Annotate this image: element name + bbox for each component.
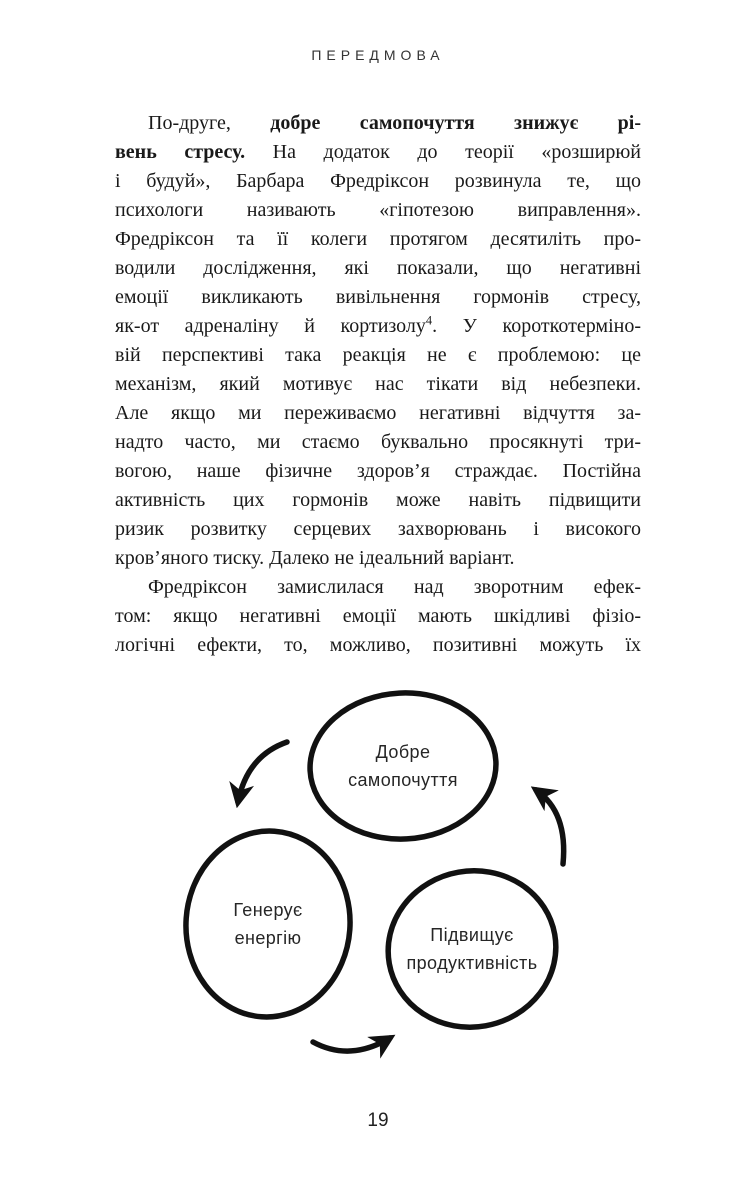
text-line: логічні ефекти, то, можливо, позитивні можуть їх (115, 634, 641, 656)
cycle-diagram (150, 664, 610, 1084)
text-line: Фредріксон замислилася над зворотним ефек- (148, 576, 641, 598)
node-label-productivity: Підвищує продуктивність (406, 925, 538, 973)
paragraph (115, 109, 641, 573)
text-line: механізм, який мотивує нас тікати від небезпеки. (115, 373, 641, 395)
text-line: водили дослідження, які показали, що негативні (115, 257, 641, 279)
text-line: як-от адреналіну й кортизолу$^4$. У короткотерміно- (115, 313, 642, 337)
text-line: кров’яного тиску. Далеко не ідеальний варіант. (115, 547, 515, 569)
text-line: активність цих гормонів може навіть підвищити (115, 489, 641, 511)
page-title: ПЕРЕДМОВА (311, 47, 445, 63)
paragraph (115, 573, 641, 660)
text-line: вень стресу. На додаток до теорії «розширюй (115, 141, 642, 163)
arrow-energy-to-productivity-icon (313, 1038, 390, 1051)
node-label-energy: Генерує енергію (233, 900, 303, 948)
page-number: 19 (367, 1110, 389, 1131)
body-text (115, 109, 641, 660)
text-line: вогою, наше фізичне здоров’я страждає. Постійна (115, 460, 641, 482)
text-line: емоції викликають вивільнення гормонів стресу, (115, 286, 641, 308)
text-line: і будуй», Барбара Фредріксон розвинула те, що (115, 170, 641, 192)
text-line: ризик розвитку серцевих захворювань і високого (115, 518, 641, 540)
cycle-diagram-canvas (150, 664, 610, 1084)
node-label-wellbeing: Добре самопочуття (348, 742, 458, 790)
arrow-wellbeing-to-energy-icon (238, 742, 287, 802)
text-line: вій перспективі така реакція не є проблемою: це (115, 344, 641, 366)
text-line: том: якщо негативні емоції мають шкідливі фізіо- (115, 605, 641, 627)
text-line: По-друге, добре самопочуття знижує рі- (148, 112, 641, 134)
arrow-productivity-to-wellbeing-icon (536, 790, 564, 864)
text-line: Фредріксон та її колеги протягом десятиліть про- (115, 228, 641, 250)
text-line: надто часто, ми стаємо буквально просякнуті три- (115, 431, 641, 453)
text-line: Але якщо ми переживаємо негативні відчуття за- (115, 402, 641, 424)
text-line: психологи називають «гіпотезою виправлення». (115, 199, 641, 221)
